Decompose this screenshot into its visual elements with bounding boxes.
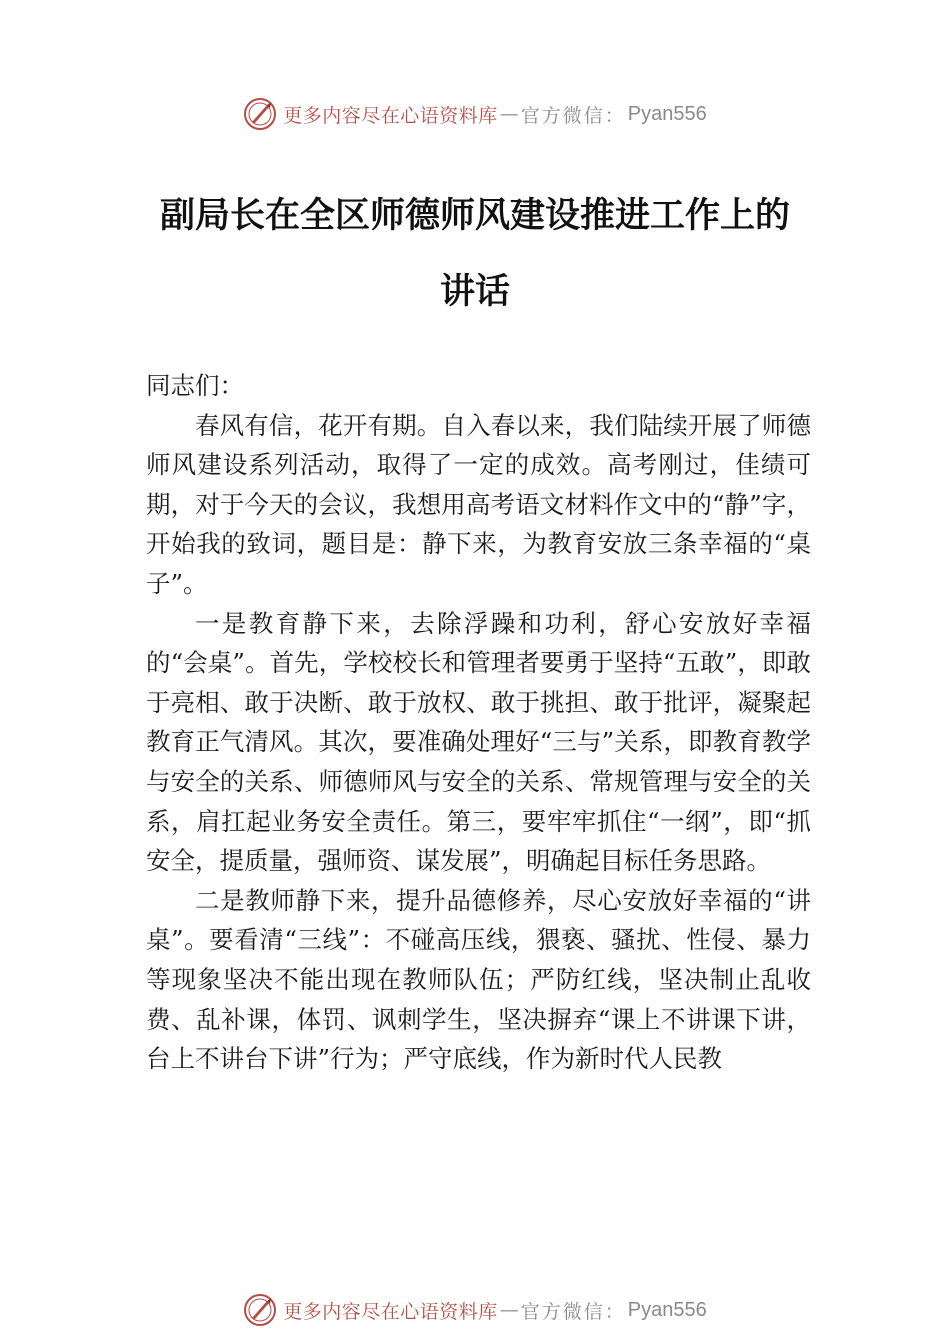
- feather-pen-logo-icon: [243, 97, 277, 131]
- salutation: 同志们：: [146, 371, 244, 400]
- watermark-dash: —: [499, 103, 519, 125]
- watermark-wechat-id: Pyan556: [627, 1298, 707, 1321]
- watermark-brand: 更多内容尽在心语资料库: [283, 104, 498, 127]
- document-title-line1: 副局长在全区师德师风建设推进工作上的: [159, 196, 790, 236]
- watermark-label: 官方微信：: [520, 104, 626, 127]
- document-title-line2: 讲话: [439, 272, 510, 312]
- watermark-label: 官方微信：: [520, 1300, 626, 1323]
- paragraph-point-one: 一是教育静下来，去除浮躁和功利，舒心安放好幸福的“会桌”。首先，学校校长和管理者要勇于坚持“五敢”，即敢于亮相、敢于决断、敢于放权、敢于挑担、敢于批评，凝聚起教育正气清风。其次，要准确处理好“三与”关系，即教育教学与安全的关系、师德师风与安全的关系、常规管理与安全的关系，肩扛起业务安全责任。第三，要牢牢抓住“一纲”，即“抓安全，提质量，强师资、谋发展”，明确起目标任务思路。: [146, 608, 811, 876]
- paragraph-intro: 春风有信，花开有期。自入春以来，我们陆续开展了师德师风建设系列活动，取得了一定的成效。高考刚过，佳绩可期，对于今天的会议，我想用高考语文材料作文中的“静”字，开始我的致词，题目是：静下来，为教育安放三条幸福的“桌子”。: [146, 410, 811, 598]
- footer-watermark: [0, 1290, 950, 1330]
- document-body: [146, 366, 811, 1079]
- header-watermark: [0, 94, 950, 134]
- paragraph-point-two: 二是教师静下来，提升品德修养，尽心安放好幸福的“讲桌”。要看清“三线”：不碰高压线，猥亵、骚扰、性侵、暴力等现象坚决不能出现在教师队伍；严防红线，坚决制止乱收费、乱补课，体罚、讽刺学生，坚决摒弃“课上不讲课下讲，台上不讲台下讲”行为；严守底线，作为新时代人民教: [146, 885, 811, 1074]
- watermark-wechat-id: Pyan556: [627, 102, 707, 125]
- watermark-brand: 更多内容尽在心语资料库: [283, 1300, 498, 1323]
- watermark-dash: —: [499, 1299, 519, 1321]
- feather-pen-logo-icon: [243, 1293, 277, 1327]
